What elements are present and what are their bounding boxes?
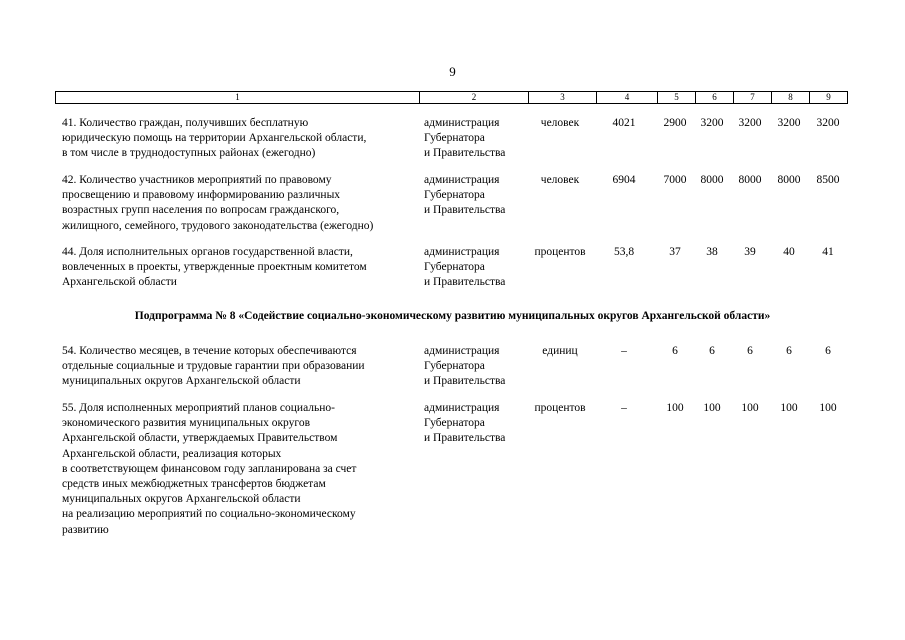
value-col-5: 100 xyxy=(666,402,684,414)
value-col-8: 100 xyxy=(780,402,798,414)
value-col-9: 100 xyxy=(819,402,837,414)
value-col-5: 37 xyxy=(669,246,681,258)
table-header xyxy=(55,91,848,104)
value-col-9: 41 xyxy=(822,246,834,258)
indicator-unit: процентов xyxy=(534,246,586,258)
value-col-8: 8000 xyxy=(777,174,801,186)
value-col-6: 38 xyxy=(706,246,718,258)
indicator-name: 44. Доля исполнительных органов государственной власти, вовлеченных в проекты, утвержденные проектным комитетом Архангельской области xyxy=(62,246,367,289)
header-col-1: 1 xyxy=(235,92,240,102)
header-col-6: 6 xyxy=(695,92,733,103)
indicator-executor: администрация Губернатора и Правительства xyxy=(424,246,506,289)
value-col-4: – xyxy=(621,345,627,357)
value-col-5: 7000 xyxy=(663,174,687,186)
indicator-unit: человек xyxy=(540,117,580,129)
value-col-8: 6 xyxy=(786,345,792,357)
value-col-9: 6 xyxy=(825,345,831,357)
value-col-4: 53,8 xyxy=(613,246,635,258)
value-col-4: 6904 xyxy=(612,174,636,186)
value-col-9: 3200 xyxy=(816,117,840,129)
indicator-name: 54. Количество месяцев, в течение которых обеспечиваются отдельные социальные и трудовые гарантии при образовании муниципальных округов Архангельской области xyxy=(62,345,365,388)
value-col-8: 40 xyxy=(783,246,795,258)
indicator-name: 41. Количество граждан, получивших бесплатную юридическую помощь на территории Архангельской области, в том числе в труднодоступных районах (ежегодно) xyxy=(62,117,367,160)
header-col-9: 9 xyxy=(809,92,847,103)
header-col-2: 2 xyxy=(419,92,528,103)
header-col-4: 4 xyxy=(596,92,657,103)
value-col-6: 8000 xyxy=(700,174,724,186)
indicator-name: 42. Количество участников мероприятий по правовому просвещению и правовому информированию различных возрастных групп населения по вопросам гражданского, жилищного, семейного, трудового законодательства (ежегодно) xyxy=(62,174,374,232)
header-col-7: 7 xyxy=(733,92,771,103)
header-col-8: 8 xyxy=(771,92,809,103)
value-col-7: 100 xyxy=(741,402,759,414)
indicator-executor: администрация Губернатора и Правительства xyxy=(424,174,506,217)
indicator-name: 55. Доля исполненных мероприятий планов социально- экономического развития муниципальных округов Архангельской области, утверждаемых Правительством Архангельской области, реализация которых в соответствующем финансовом году запланирована за счет средств иных межбюджетных трансфертов бюджетам муниципальных округов Архангельской области на реализацию мероприятий по социально-экономическому развитию xyxy=(62,402,357,536)
value-col-5: 6 xyxy=(672,345,678,357)
value-col-5: 2900 xyxy=(663,117,687,129)
page-number: 9 xyxy=(449,64,456,79)
value-col-4: – xyxy=(621,402,627,414)
indicator-executor: администрация Губернатора и Правительства xyxy=(424,402,506,445)
indicator-unit: процентов xyxy=(534,402,586,414)
indicator-unit: единиц xyxy=(542,345,578,357)
value-col-8: 3200 xyxy=(777,117,801,129)
value-col-4: 4021 xyxy=(612,117,636,129)
indicator-executor: администрация Губернатора и Правительства xyxy=(424,117,506,160)
header-col-5: 5 xyxy=(657,92,695,103)
value-col-7: 6 xyxy=(747,345,753,357)
header-col-3: 3 xyxy=(528,92,596,103)
value-col-9: 8500 xyxy=(816,174,840,186)
value-col-7: 8000 xyxy=(738,174,762,186)
value-col-6: 6 xyxy=(709,345,715,357)
value-col-6: 100 xyxy=(703,402,721,414)
indicator-unit: человек xyxy=(540,174,580,186)
value-col-6: 3200 xyxy=(700,117,724,129)
subprogram-title: Подпрограмма № 8 «Содействие социально-экономическому развитию муниципальных округов Архангельской области» xyxy=(134,310,771,322)
indicator-executor: администрация Губернатора и Правительства xyxy=(424,345,506,388)
value-col-7: 3200 xyxy=(738,117,762,129)
value-col-7: 39 xyxy=(744,246,756,258)
